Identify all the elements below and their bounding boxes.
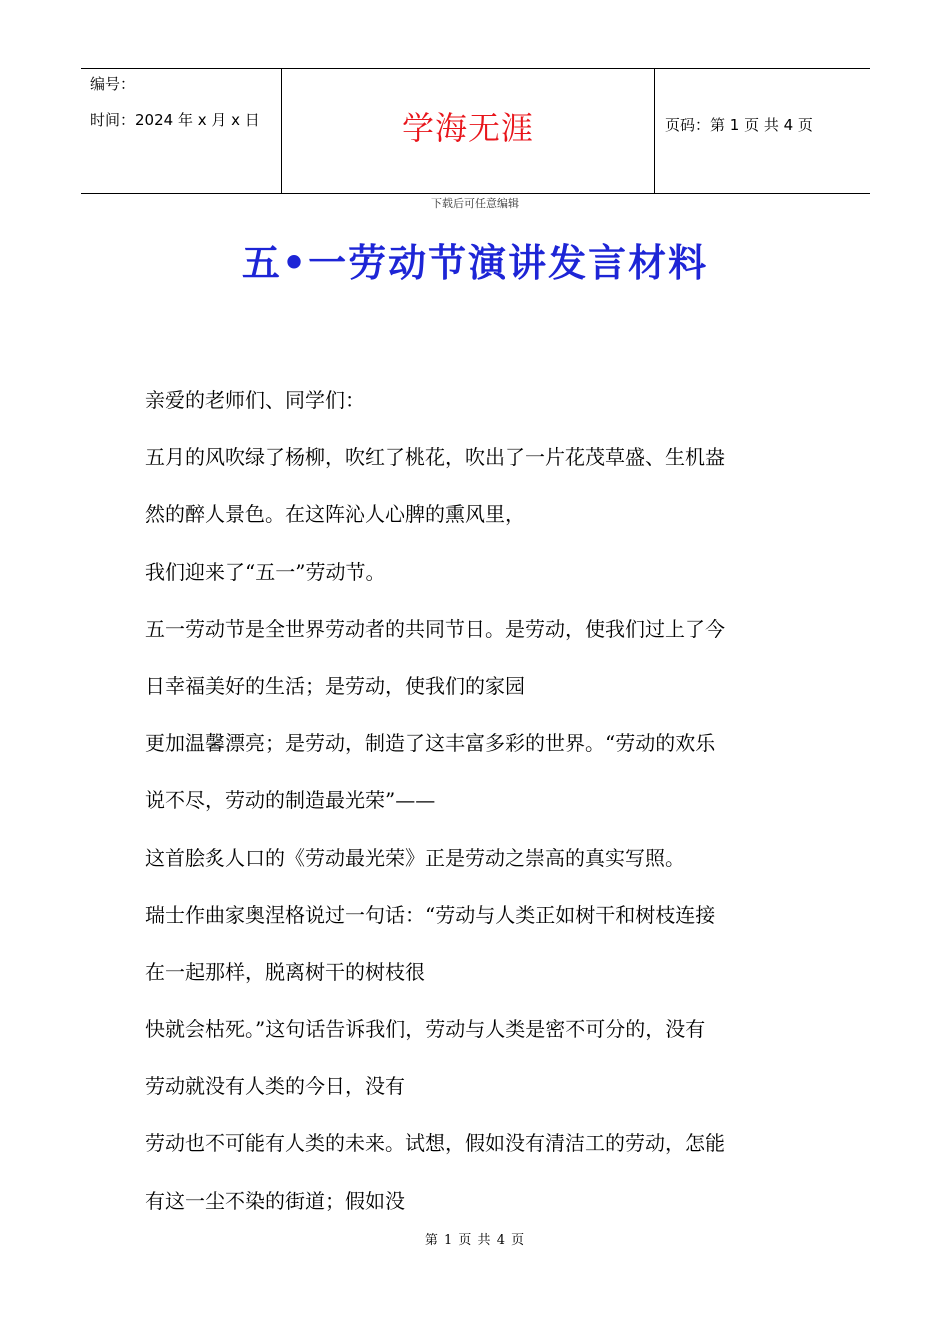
document-title: 五•一劳动节演讲发言材料 (241, 240, 709, 285)
body-line: 快就会枯死。”这句话告诉我们，劳动与人类是密不可分的，没有 (145, 1017, 706, 1042)
body-line: 我们迎来了“五一”劳动节。 (145, 559, 386, 584)
header-center-cell (281, 69, 655, 193)
document-body (145, 372, 825, 1230)
body-line: 五一劳动节是全世界劳动者的共同节日。是劳动，使我们过上了今 (145, 616, 725, 641)
edit-note: 下载后可任意编辑 (431, 197, 519, 210)
body-line: 在一起那样，脱离树干的树枝很 (145, 959, 425, 984)
body-line: 瑞士作曲家奥涅格说过一句话：“劳动与人类正如树干和树枝连接 (145, 902, 716, 927)
document-number-label: 编号： (90, 75, 136, 93)
body-line: 更加温馨漂亮；是劳动，制造了这丰富多彩的世界。“劳动的欢乐 (145, 731, 716, 756)
body-line: 日幸福美好的生活；是劳动，使我们的家园 (145, 673, 525, 698)
body-line: 劳动就没有人类的今日，没有 (145, 1074, 405, 1099)
body-line: 然的醉人景色。在这阵沁人心脾的熏风里， (145, 502, 525, 527)
document-time-label: 时间：2024 年 x 月 x 日 (90, 111, 260, 129)
body-line: 劳动也不可能有人类的未来。试想，假如没有清洁工的劳动，怎能 (145, 1131, 725, 1156)
header-right-cell (655, 69, 870, 193)
body-line: 这首脍炙人口的《劳动最光荣》正是劳动之崇高的真实写照。 (145, 845, 685, 870)
body-line: 有这一尘不染的街道；假如没 (145, 1188, 405, 1213)
body-line: 说不尽，劳动的制造最光荣”—— (145, 788, 436, 813)
body-line: 五月的风吹绿了杨柳，吹红了桃花，吹出了一片花茂草盛、生机盎 (145, 445, 725, 470)
page-footer: 第 1 页 共 4 页 (424, 1233, 526, 1248)
document-header (81, 68, 870, 194)
brand-title: 学海无涯 (401, 109, 534, 147)
body-line: 亲爱的老师们、同学们： (145, 388, 365, 412)
header-left-cell (81, 69, 281, 193)
page-indicator: 页码：第 1 页 共 4 页 (665, 116, 813, 134)
